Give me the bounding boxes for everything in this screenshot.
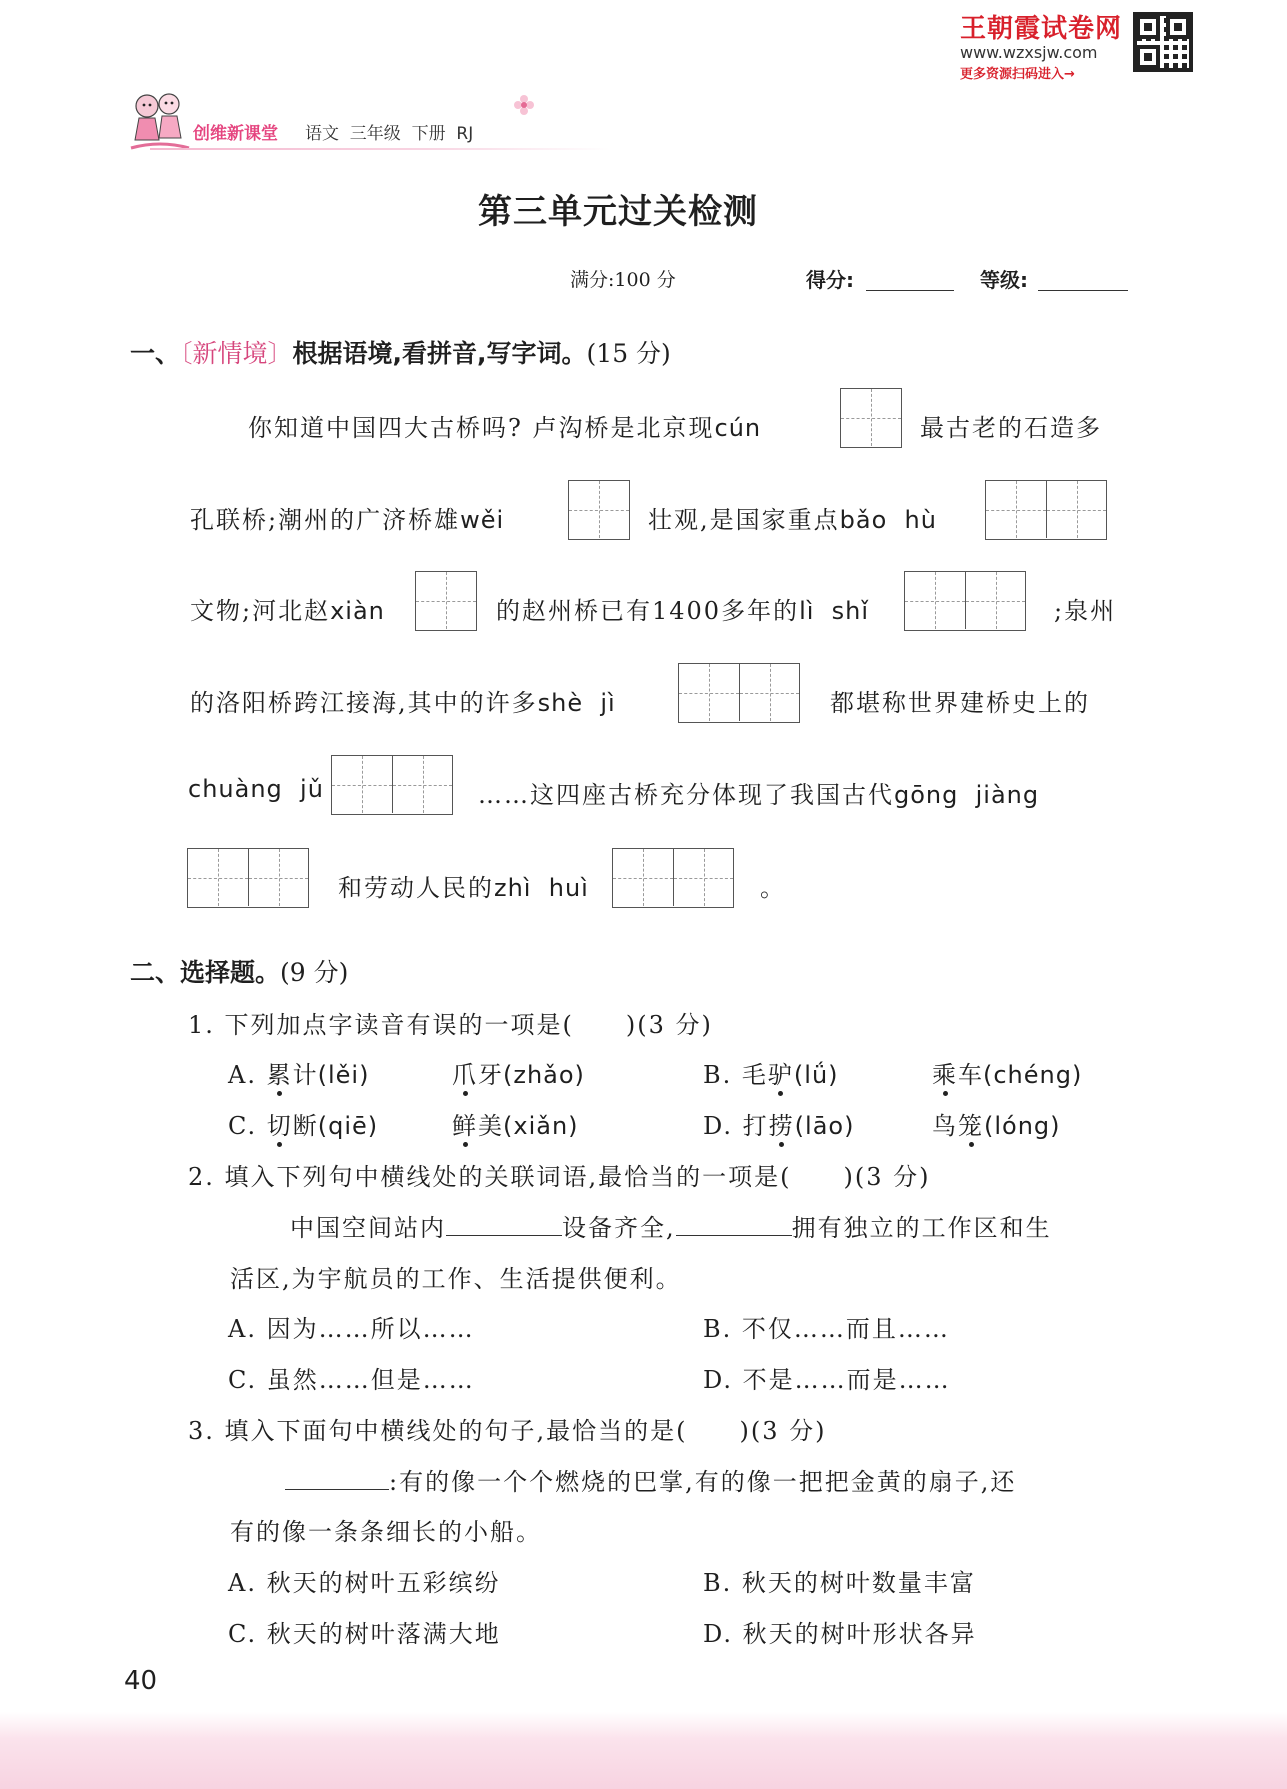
answer-grid-chuangju[interactable] (331, 755, 453, 815)
score-input[interactable] (866, 290, 954, 291)
new-context-tag: 〔新情境〕 (180, 339, 293, 368)
q2-option-a[interactable]: A. 因为……所以…… (228, 1315, 475, 1343)
answer-grid-gongjiang[interactable] (187, 848, 309, 908)
q1-option-c2: 鲜美(xiǎn) (452, 1106, 579, 1141)
q3-option-b[interactable]: B. 秋天的树叶数量丰富 (703, 1569, 976, 1597)
q2-sentence-1: 中国空间站内 设备齐全, 拥有独立的工作区和生 (290, 1214, 1052, 1242)
s1-line-4: 的洛阳桥跨江接海,其中的许多shè jì (190, 689, 616, 717)
q3-option-c[interactable]: C. 秋天的树叶落满大地 (228, 1620, 501, 1648)
s1-line-6: 和劳动人民的zhì huì (338, 874, 589, 902)
section1-heading: 一、〔新情境〕根据语境,看拼音,写字词。(15 分) (130, 339, 671, 368)
q3-stem: 3. 填入下面句中横线处的句子,最恰当的是( )(3 分) (188, 1417, 827, 1445)
q2-option-d[interactable]: D. 不是……而是…… (703, 1366, 951, 1394)
footer-band (0, 1712, 1287, 1789)
s1-line-5-pinyin: chuàng jǔ (188, 775, 324, 803)
q1-option-a2: 爪牙(zhǎo) (452, 1055, 585, 1090)
s1-line-2: 孔联桥;潮州的广济桥雄wěi (190, 506, 505, 534)
q1-option-d[interactable]: D. 打捞(lāo) (703, 1106, 854, 1141)
brand-url: www.wzxsjw.com (960, 43, 1098, 62)
brand-logo (960, 8, 1135, 82)
q1-option-c[interactable]: C. 切断(qiē) (228, 1106, 378, 1141)
q3-blank[interactable] (285, 1489, 389, 1490)
q1-stem: 1. 下列加点字读音有误的一项是( )(3 分) (188, 1011, 713, 1039)
s1-line-4-end: 都堪称世界建桥史上的 (830, 689, 1090, 717)
page-number: 40 (124, 1666, 158, 1696)
answer-grid-zhihui[interactable] (612, 848, 734, 908)
q1-option-b[interactable]: B. 毛驴(lǘ) (703, 1055, 839, 1090)
header-divider (150, 148, 610, 150)
page-title: 第三单元过关检测 (478, 192, 758, 232)
section2-heading: 二、选择题。(9 分) (130, 958, 349, 987)
answer-grid-baohu[interactable] (985, 480, 1107, 540)
q3-sentence-1: :有的像一个个燃烧的巴掌,有的像一把把金黄的扇子,还 (285, 1462, 1016, 1497)
score-label: 得分: (806, 268, 854, 292)
full-score: 满分:100 分 (570, 269, 676, 291)
answer-grid-xian[interactable] (415, 571, 477, 631)
q2-blank-1[interactable] (446, 1235, 562, 1236)
q2-option-b[interactable]: B. 不仅……而且…… (703, 1315, 950, 1343)
answer-grid-wei[interactable] (568, 480, 630, 540)
q3-option-a[interactable]: A. 秋天的树叶五彩缤纷 (228, 1569, 501, 1597)
series-name: 创维新课堂 (193, 124, 278, 144)
q3-sentence-2: 有的像一条条细长的小船。 (230, 1518, 542, 1546)
s1-line-1: 你知道中国四大古桥吗? 卢沟桥是北京现cún (248, 414, 762, 442)
grade-label: 等级: (980, 268, 1028, 292)
brand-name: 王朝霞试卷网 (960, 14, 1123, 44)
grade-input[interactable] (1038, 290, 1128, 291)
answer-grid-lishi[interactable] (904, 571, 1026, 631)
s1-line-3: 文物;河北赵xiàn (190, 597, 385, 625)
s1-line-3-end: ;泉州 (1054, 597, 1117, 625)
q2-blank-2[interactable] (676, 1235, 792, 1236)
s1-line-5: ……这四座古桥充分体现了我国古代gōng jiàng (478, 781, 1040, 809)
q2-sentence-2: 活区,为宇航员的工作、生活提供便利。 (230, 1265, 682, 1293)
q2-stem: 2. 填入下列句中横线处的关联词语,最恰当的一项是( )(3 分) (188, 1163, 931, 1191)
s1-line-3-mid: 的赵州桥已有1400多年的lì shǐ (496, 597, 870, 625)
flower-icon (512, 93, 536, 117)
q1-option-a[interactable]: A. 累计(lěi) (228, 1055, 369, 1090)
s1-line-6-end: 。 (760, 874, 786, 902)
q3-option-d[interactable]: D. 秋天的树叶形状各异 (703, 1620, 977, 1648)
s1-line-2-mid: 壮观,是国家重点bǎo hù (648, 506, 937, 534)
answer-grid-cun[interactable] (840, 388, 902, 448)
q1-option-b2: 乘车(chéng) (932, 1055, 1082, 1090)
subject-info: 语文 三年级 下册 RJ (305, 124, 474, 144)
q1-option-d2: 鸟笼(lóng) (932, 1106, 1061, 1141)
answer-grid-sheji[interactable] (678, 663, 800, 723)
q2-option-c[interactable]: C. 虽然……但是…… (228, 1366, 475, 1394)
s1-line-1-end: 最古老的石造多 (920, 414, 1102, 442)
brand-tagline: 更多资源扫码进入→ (960, 67, 1075, 82)
qr-code-icon[interactable] (1133, 12, 1193, 72)
